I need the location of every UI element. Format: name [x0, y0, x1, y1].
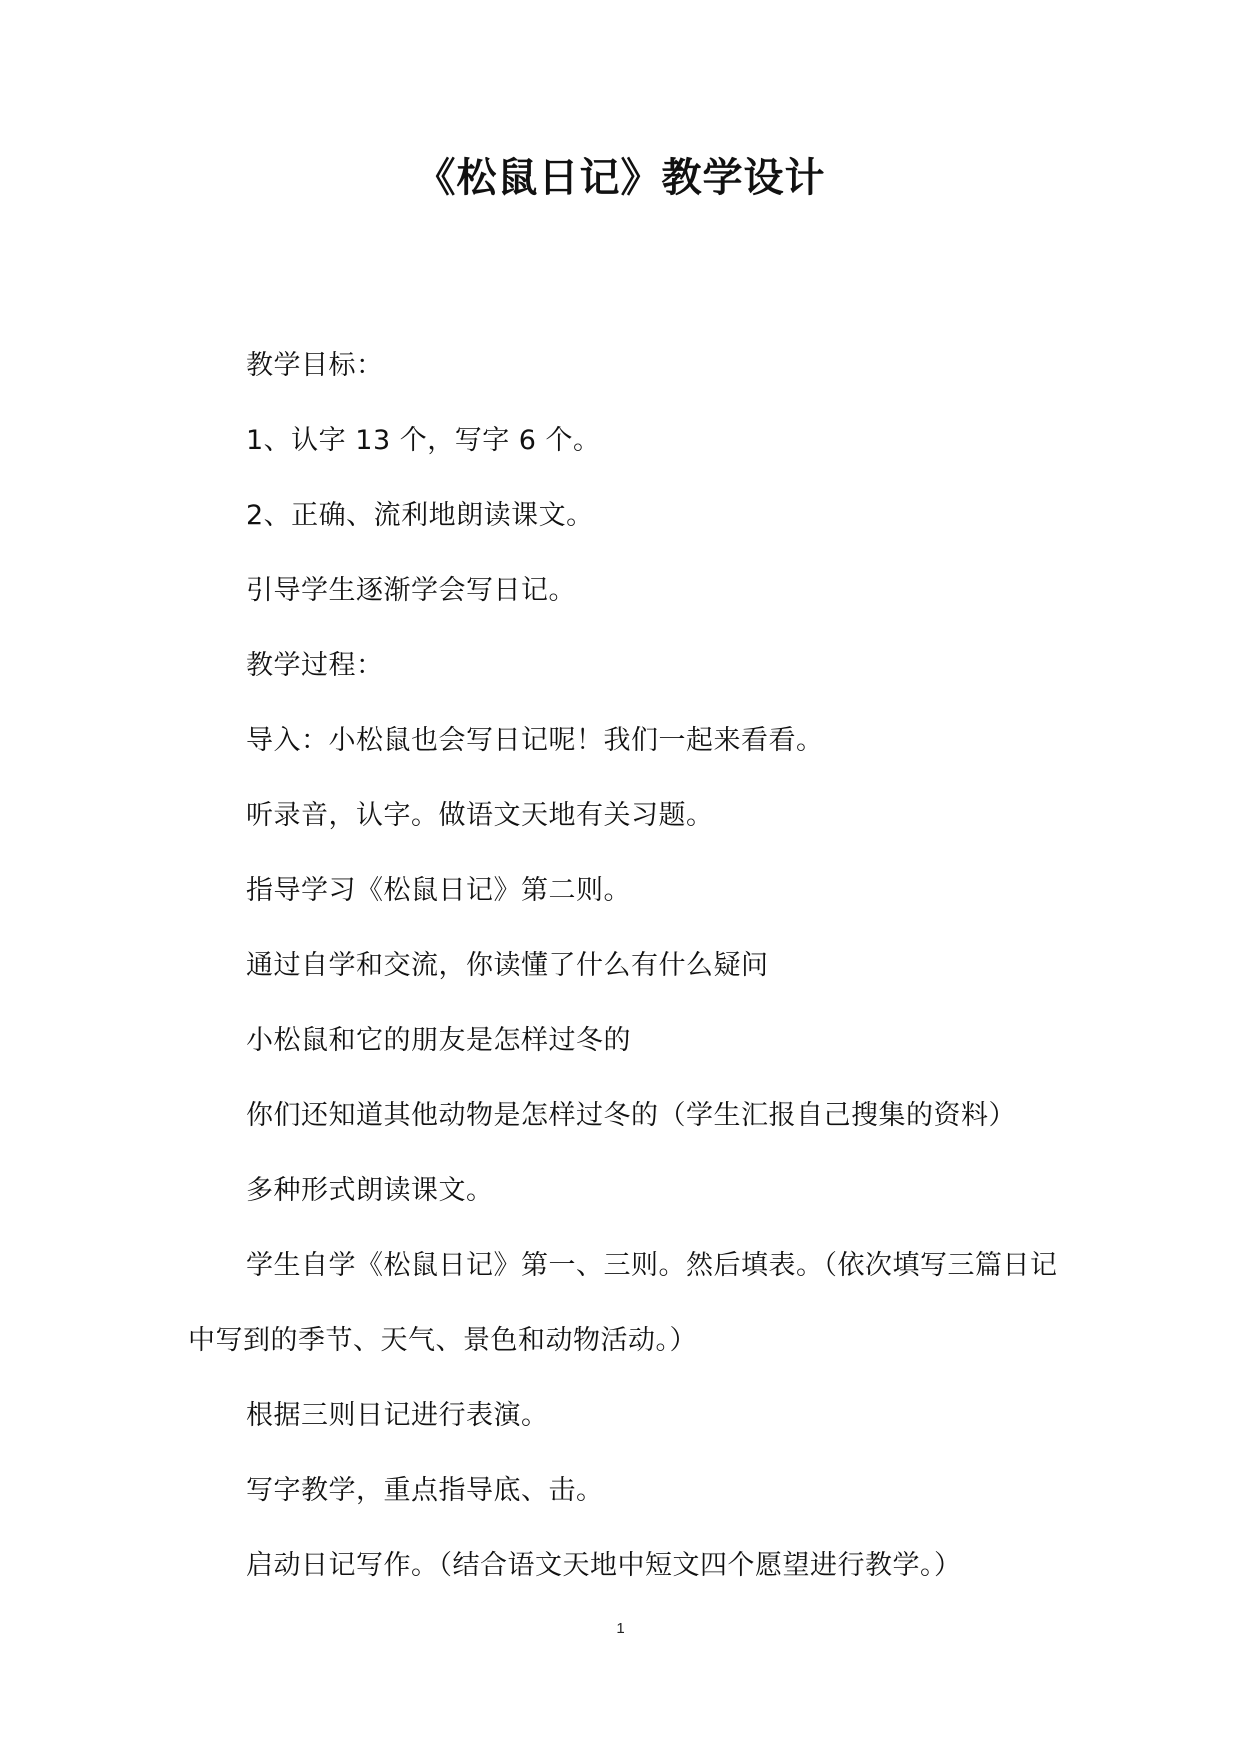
paragraph: 引导学生逐渐学会写日记。	[246, 575, 576, 606]
document-title: 《松鼠日记》教学设计	[415, 155, 826, 201]
paragraph: 教学过程：	[246, 650, 384, 681]
paragraph: 学生自学《松鼠日记》第一、三则。然后填表。（依次填写三篇日记中写到的季节、天气、景色和动物活动。）	[188, 1250, 1058, 1356]
paragraph: 根据三则日记进行表演。	[246, 1400, 549, 1431]
paragraph: 2、正确、流利地朗读课文。	[246, 500, 594, 531]
paragraph: 多种形式朗读课文。	[246, 1175, 494, 1206]
paragraph: 指导学习《松鼠日记》第二则。	[246, 875, 631, 906]
paragraph: 1、认字 13 个，写字 6 个。	[246, 425, 601, 456]
paragraph: 教学目标：	[246, 350, 384, 381]
paragraph: 通过自学和交流，你读懂了什么有什么疑问	[246, 950, 769, 981]
paragraph: 小松鼠和它的朋友是怎样过冬的	[246, 1025, 631, 1056]
document-body	[188, 328, 1068, 1603]
paragraph: 听录音，认字。做语文天地有关习题。	[246, 800, 714, 831]
paragraph: 写字教学，重点指导底、击。	[246, 1475, 604, 1506]
paragraph: 启动日记写作。（结合语文天地中短文四个愿望进行教学。）	[246, 1550, 962, 1581]
paragraph: 你们还知道其他动物是怎样过冬的（学生汇报自己搜集的资料）	[246, 1100, 1016, 1131]
page-number: 1	[616, 1620, 625, 1637]
paragraph: 导入：小松鼠也会写日记呢！我们一起来看看。	[246, 725, 824, 756]
